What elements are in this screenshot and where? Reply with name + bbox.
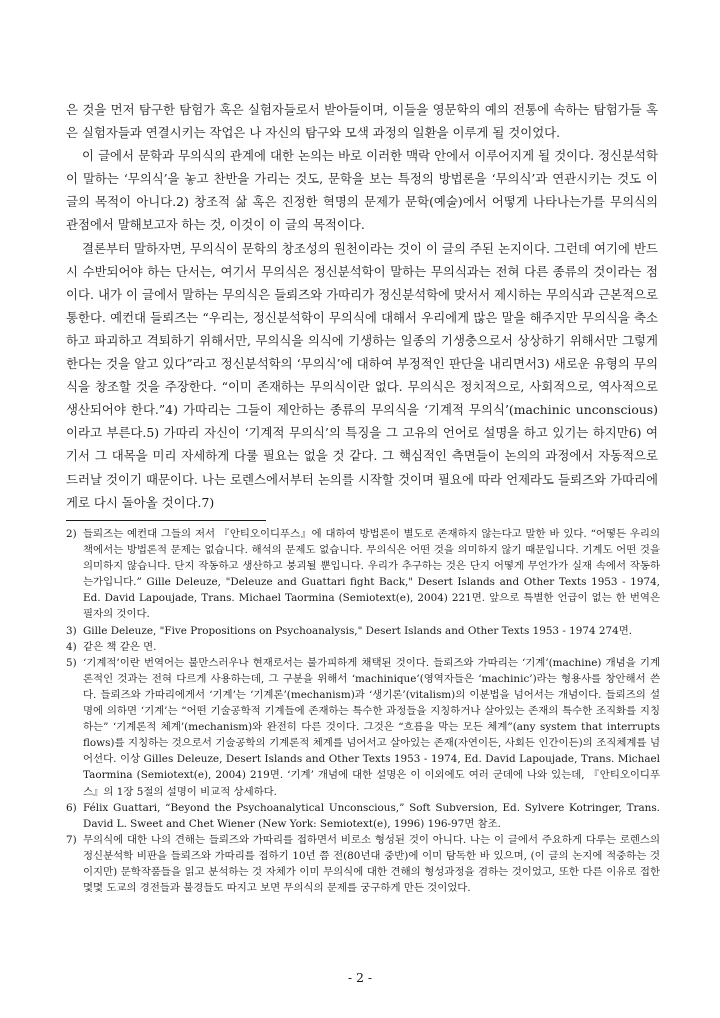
footnote bbox=[66, 832, 660, 896]
footnote bbox=[66, 800, 660, 832]
body-text bbox=[66, 98, 658, 514]
footnote-number: 6) bbox=[66, 801, 77, 814]
body-paragraph: 은 것을 먼저 탐구한 탐험가 혹은 실험자들로서 받아들이며, 이들을 영문학의 예의 전통에 속하는 탐험가들 혹은 실험자들과 연결시키는 작업은 나 자신의 탐구와 모색 과정의 일환을 이루게 될 것이었다. bbox=[66, 102, 658, 141]
body-paragraph: 결론부터 말하자면, 무의식이 문학의 창조성의 원천이라는 것이 이 글의 주된 논지이다. 그런데 여기에 반드시 수반되어야 하는 단서는, 여기서 무의식은 정신분석학이 말하는 무의식과는 전혀 다른 종류의 것이라는 점이다. 내가 이 글에서 말하는 무의식은 들뢰즈와 가따리가 정신분석학에 맞서서 제시하는 무의식과 근본적으로 통한다. 예컨대 들뢰즈는 “우리는, 정신분석학이 무의식에 대해서 우리에게 많은 말을 해주지만 무의식을 축소하고 파괴하고 격퇴하기 위해서만, 무의식을 의식에 기생하는 일종의 기생충으로서 상상하기 위해서만 그렇게 한다는 것을 알고 있다”라고 정신분석학의 ‘무의식’에 대하여 부정적인 판단을 내리면서3) 새로운 유형의 무의식을 창조할 것을 주장한다. “이미 존재하는 무의식이란 없다. 무의식은 정치적으로, 사회적으로, 역사적으로 생산되어야 한다.”4) 가따리는 그들이 제안하는 종류의 무의식을 ‘기계적 무의식’(machinic unconscious)이라고 부른다.5) 가따리 자신이 ‘기계적 무의식’의 특징을 그 고유의 언어로 설명을 하고 있기는 하지만6) 여기서 그 대목을 미리 자세하게 다룰 필요는 없을 것 같다. 그 핵심적인 측면들이 논의의 과정에서 자동적으로 드러날 것이기 때문이다. 나는 로렌스에서부터 논의를 시작할 것이며 필요에 따라 언제라도 들뢰즈와 가따리에게로 다시 돌아올 것이다.7) bbox=[66, 240, 658, 510]
footnote-number: 2) bbox=[66, 528, 77, 540]
footnote-text: ‘기계적’이란 번역어는 불만스러우나 현재로서는 불가피하게 채택된 것이다. 들뢰즈와 가따리는 ‘기계’(machine) 개념을 기계론적인 것과는 전혀 다르게 사용하는데, 그 구분을 위해서 ‘machinique’(영역자들은 ‘machinic’)라는 형용사를 창안해서 쓴다. 들뢰즈와 가따리에게서 ‘기계’는 ‘기계론’(mechanism)과 ‘생기론’(vitalism)의 이분법을 넘어서는 개념이다. 들뢰즈의 설명에 의하면 ‘기계’는 “어떤 기술공학적 기계들에 존재하는 특수한 과정들을 지칭하거나 살아있는 존재의 특수한 조직화를 지칭하는” ‘기계론적 체계’(mechanism)와 완전히 다른 것이다. 그것은 “흐름을 막는 모든 체계”(any system that interrupts flows)를 지칭하는 것으로서 기술공학의 기계론적 체계를 넘어서고 살아있는 존재(자연이든, 사회든 인간이든)의 조직체계를 넘어선다. 이상 Gilles Deleuze, Desert Islands and Other Texts 1953 - 1974, Ed. David Lapoujade, Trans. Michael Taormina (Semiotext(e), 2004) 219면. ‘기계’ 개념에 대한 설명은 이 이외에도 여러 군데에 나와 있는데, 『안티오이디푸스』의 1장 5절의 설명이 비교적 상세하다. bbox=[83, 656, 660, 798]
footnote-text: 들뢰즈는 예컨대 그들의 저서 『안티오이디푸스』에 대하여 방법론이 별도로 존재하지 않는다고 말한 바 있다. “어떻든 우리의 책에서는 방법론적 문제는 없습니다. 해석의 문제도 없습니다. 무의식은 어떤 것을 의미하지 않기 때문입니다. 기계도 어떤 것을 의미하지 않습니다. 단지 작동하고 생산하고 붕괴될 뿐입니다. 우리가 추구하는 것은 단지 어떻게 무언가가 실재 속에서 작동하는가입니다.” Gille Deleuze, "Deleuze and Guattari fight Back," Desert Islands and Other Texts 1953 - 1974, Ed. David Lapoujade, Trans. Michael Taormina (Semiotext(e), 2004) 221면. 앞으로 특별한 언급이 없는 한 번역은 필자의 것이다. bbox=[83, 528, 660, 621]
footnote-number: 5) bbox=[66, 656, 77, 669]
page-number: - 2 - bbox=[347, 970, 373, 985]
footnote bbox=[66, 623, 660, 639]
footnote bbox=[66, 639, 660, 655]
footnote bbox=[66, 655, 660, 800]
footnote-number: 4) bbox=[66, 640, 77, 653]
footnote bbox=[66, 526, 660, 623]
footnote-text: 무의식에 대한 나의 견해는 들뢰즈와 가따리를 접하면서 비로소 형성된 것이 아니다. 나는 이 글에서 주요하게 다루는 로렌스의 정신분석학 비판을 들뢰즈와 가따리를 접하기 10년 쯤 전(80년대 중반)에 이미 탐독한 바 있으며, (이 글의 논지에 적중하는 것이지만) 문학작품들을 읽고 분석하는 것 자체가 이미 무의식에 대한 견해의 형성과정을 겸하는 것이었고, 또한 다른 이유로 접한 몇몇 도교의 경전들과 불경들도 따지고 보면 무의식의 문제를 궁구하게 만든 것이었다. bbox=[83, 833, 660, 895]
footnote-text: 같은 책 같은 면. bbox=[83, 640, 157, 653]
body-paragraph: 이 글에서 문학과 무의식의 관계에 대한 논의는 바로 이러한 맥락 안에서 이루어지게 될 것이다. 정신분석학이 말하는 ‘무의식’을 놓고 찬반을 가리는 것도, 문학을 보는 특정의 방법론을 ‘무의식’과 연관시키는 것도 이 글의 목적이 아니다.2) 창조적 삶 혹은 진정한 혁명의 문제가 문학(예술)에서 어떻게 나타나는가를 무의식의 관점에서 말해보고자 하는 것, 이것이 이 글의 목적이다. bbox=[66, 148, 658, 233]
footnote-number: 3) bbox=[66, 624, 77, 637]
footnote-text: Gille Deleuze, "Five Propositions on Psychoanalysis," Desert Islands and Other Texts 1953 - 1974 274면. bbox=[83, 624, 633, 637]
footnote-divider bbox=[66, 520, 266, 521]
footnote-number: 7) bbox=[66, 833, 77, 846]
footnote-text: Félix Guattari, “Beyond the Psychoanalytical Unconscious,” Soft Subversion, Ed. Sylvere Kotringer, Trans. David L. Sweet and Chet Wiener (New York: Semiotext(e), 1996) 196-97면 참조. bbox=[83, 801, 660, 830]
footnotes bbox=[66, 526, 660, 896]
